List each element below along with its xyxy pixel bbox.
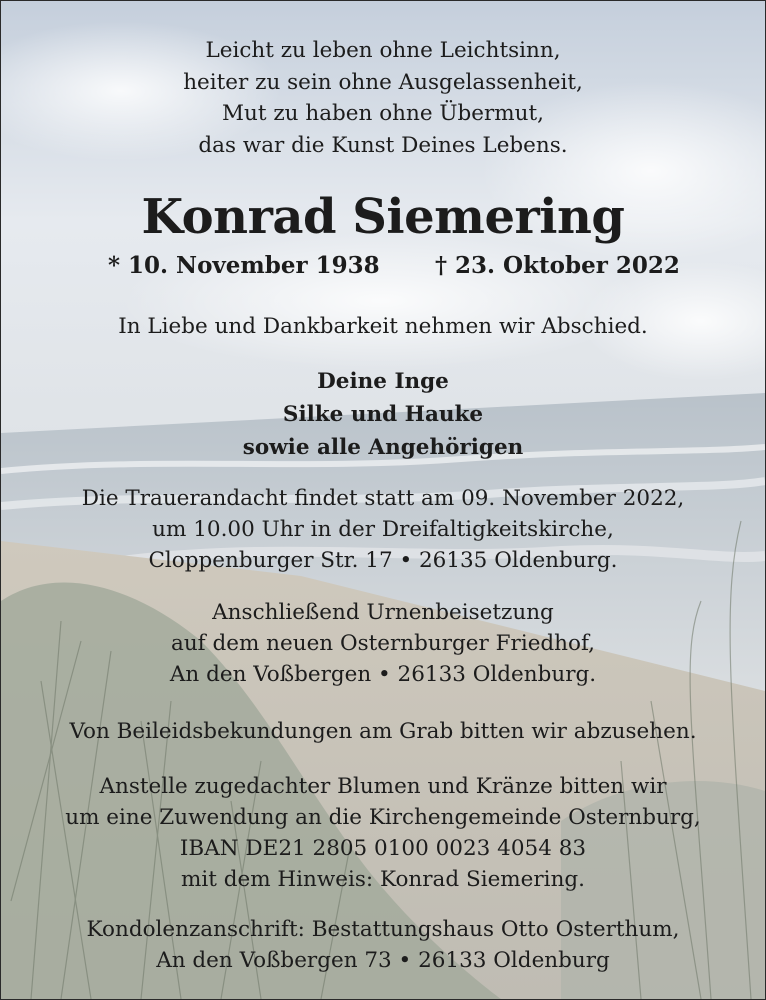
burial-line: An den Voßbergen • 26133 Oldenburg.: [169, 662, 597, 687]
burial-line: auf dem neuen Osternburger Friedhof,: [171, 631, 595, 656]
donation-line: um eine Zuwendung an die Kirchengemeinde Osternburg,: [65, 805, 701, 830]
poem-line: Mut zu haben ohne Übermut,: [222, 101, 544, 126]
condolence-address: [1, 914, 765, 976]
address-line: An den Voßbergen 73 • 26133 Oldenburg: [156, 948, 610, 973]
poem-line: heiter zu sein ohne Ausgelassenheit,: [183, 69, 583, 95]
farewell-line: In Liebe und Dankbarkeit nehmen wir Abschied.: [118, 314, 648, 339]
poem-line: Leicht zu leben ohne Leichtsinn,: [205, 38, 561, 63]
burial-info: [1, 597, 765, 690]
donation-line: mit dem Hinweis: Konrad Siemering.: [180, 867, 586, 892]
mourner: sowie alle Angehörigen: [242, 435, 524, 460]
service-line: Cloppenburger Str. 17 • 26135 Oldenburg.: [148, 548, 618, 573]
service-line: Die Trauerandacht findet statt am 09. November 2022,: [81, 486, 685, 511]
memorial-poem: [1, 35, 765, 161]
death-date: † 23. Oktober 2022: [435, 252, 680, 279]
mourner: Deine Inge: [317, 369, 449, 394]
deceased-name: Konrad Siemering: [141, 189, 625, 245]
service-line: um 10.00 Uhr in der Dreifaltigkeitskirche,: [152, 517, 614, 542]
iban: IBAN DE21 2805 0100 0023 4054 83: [179, 836, 587, 861]
address-line: Kondolenzanschrift: Bestattungshaus Otto Osterthum,: [86, 917, 680, 942]
donation-line: Anstelle zugedachter Blumen und Kränze bitten wir: [99, 774, 667, 799]
poem-line: das war die Kunst Deines Lebens.: [198, 132, 568, 158]
mourners-list: [1, 365, 765, 464]
service-info: [1, 483, 765, 576]
birth-date: * 10. November 1938: [108, 252, 380, 279]
mourner: Silke und Hauke: [282, 402, 484, 427]
donation-info: [1, 771, 765, 895]
burial-line: Anschließend Urnenbeisetzung: [212, 600, 554, 625]
condolence-note: Von Beileidsbekundungen am Grab bitten wir abzusehen.: [69, 719, 697, 744]
